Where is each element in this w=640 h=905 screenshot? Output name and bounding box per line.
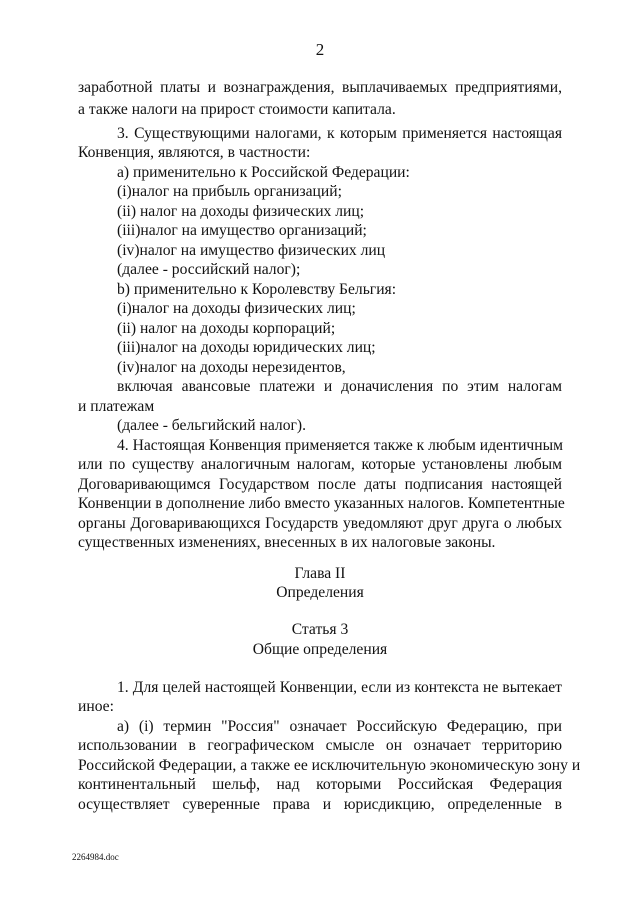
text-line: континентальный шельф, над которыми Российская Федерация	[78, 776, 562, 793]
text-line: осуществляет суверенные права и юрисдикцию, определенные в	[78, 796, 562, 813]
text-line: (далее - бельгийский налог).	[117, 417, 306, 434]
text-line: Конвенции в дополнение либо вместо указанных налогов. Компетентные	[78, 495, 565, 512]
text-line: (i)налог на доходы физических лиц;	[117, 300, 356, 317]
text-line: (iv)налог на доходы нерезидентов,	[117, 359, 346, 376]
text-line: или по существу аналогичным налогам, которые установлены любым	[78, 456, 562, 473]
text-line: использовании в географическом смысле он означает территорию	[78, 737, 562, 754]
text-line: Договаривающимся Государством после даты подписания настоящей	[78, 476, 562, 493]
text-line: (iii)налог на имущество организаций;	[117, 222, 367, 239]
chapter-title: Определения	[276, 584, 364, 601]
article-title: Общие определения	[252, 641, 388, 658]
text-line: 4. Настоящая Конвенция применяется также к любым идентичным	[117, 437, 563, 454]
text-line: существенных изменениях, внесенных в их налоговые законы.	[78, 534, 496, 551]
text-line: а) применительно к Российской Федерации:	[117, 164, 410, 181]
text-line: органы Договаривающихся Государств уведомляют друг друга о любых	[78, 515, 562, 532]
text-line: (ii) налог на доходы корпораций;	[117, 320, 336, 337]
text-line: (i)налог на прибыль организаций;	[117, 183, 342, 200]
article-heading: Статья 3	[291, 621, 349, 638]
file-name-footer: 2264984.doc	[72, 852, 119, 862]
text-line: 1. Для целей настоящей Конвенции, если из контекста не вытекает	[117, 679, 562, 696]
text-line: заработной платы и вознаграждения, выплачиваемых предприятиями,	[78, 79, 562, 96]
text-line: (iv)налог на имущество физических лиц	[117, 242, 386, 259]
text-line: а) (i) термин "Россия" означает Российскую Федерацию, при	[117, 718, 562, 735]
text-line: (далее - российский налог);	[117, 261, 301, 278]
text-line: и платежам	[78, 398, 155, 415]
text-line: b) применительно к Королевству Бельгия:	[117, 281, 397, 298]
text-line: 3. Существующими налогами, к которым применяется настоящая	[117, 125, 562, 142]
page-number: 2	[315, 40, 325, 59]
text-line: (ii) налог на доходы физических лиц;	[117, 203, 365, 220]
text-line: включая авансовые платежи и доначисления по этим налогам	[117, 378, 562, 395]
text-line: (iii)налог на доходы юридических лиц;	[117, 339, 376, 356]
chapter-heading: Глава II	[294, 565, 346, 582]
text-line: иное:	[78, 698, 114, 715]
text-line: Конвенция, являются, в частности:	[78, 144, 311, 161]
text-line: а также налоги на прирост стоимости капитала.	[78, 101, 396, 118]
text-line: Российской Федерации, а также ее исключительную экономическую зону и	[78, 757, 581, 774]
